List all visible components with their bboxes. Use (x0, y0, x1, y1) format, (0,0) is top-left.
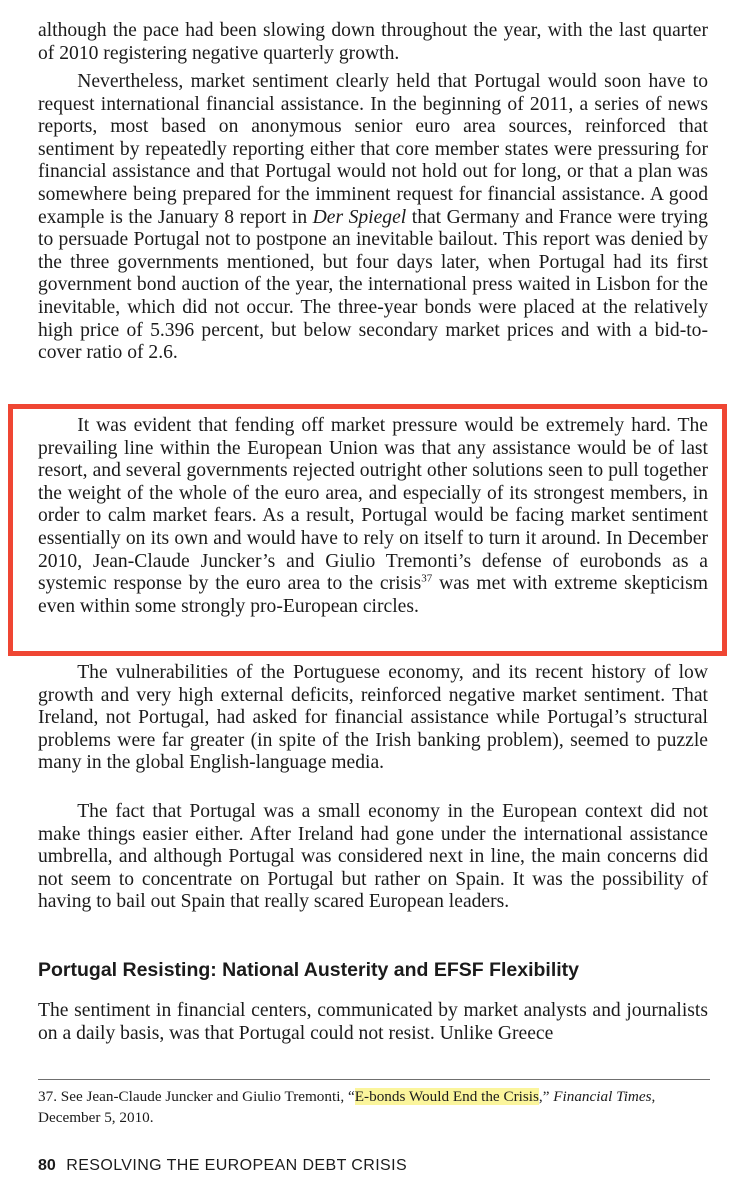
footnote-text: 37. See Jean-Claude Juncker and Giulio Tremonti, “ (38, 1088, 355, 1105)
paragraph-text: although the pace had been slowing down throughout the year, with the last quarter of 2010 registering negative quarterly growth. (38, 20, 708, 64)
paragraph-highlighted-excerpt (38, 415, 708, 618)
paragraph-text: Nevertheless, market sentiment clearly held that Portugal would soon have to request international financial assistance. In the beginning of 2011, a series of news reports, most based on anonymous senior euro area sources, reinforced that sentiment by repeatedly reporting either that core member states were pressuring for financial assistance and that Portugal would not hold out for long, or that a plan was somewhere being prepared for the imminent request for financial assistance. A good example is the January 8 report in (38, 71, 708, 228)
page-number: 80 (38, 1157, 56, 1174)
paragraph-text: The vulnerabilities of the Portuguese economy, and its recent history of low growth and very high external deficits, reinforced negative market sentiment. That Ireland, not Portugal, had asked for financial assistance while Portugal’s structural problems were far greater (in spite of the Irish banking problem), seemed to puzzle many in the global English-language media. (38, 662, 708, 774)
running-head: RESOLVING THE EUROPEAN DEBT CRISIS (66, 1157, 408, 1174)
paragraph-vulnerabilities (38, 662, 708, 775)
page-footer (38, 1156, 638, 1176)
footnote-divider (38, 1079, 710, 1080)
footnote (38, 1087, 708, 1128)
footnote-text: ,” (538, 1088, 554, 1105)
paragraph-text: It was evident that fending off market pressure would be extremely hard. The prevailing line within the European Union was that any assistance would be of last resort, and several governments rejected outright other solutions seen to pull together the weight of the whole of the euro area, and especially of its strongest members, in order to calm market fears. As a result, Portugal would be facing market sentiment essentially on its own and would have to rely on itself to turn it around. In December 2010, Jean-Claude Juncker’s and Giulio Tremonti’s defense of eurobonds as a systemic response by the euro area to the crisis (38, 415, 708, 595)
footnote-highlighted-title[interactable]: E-bonds Would End the Crisis (354, 1088, 539, 1105)
paragraph-financial-centers (38, 1000, 708, 1045)
section-heading: Portugal Resisting: National Austerity and EFSF Flexibility (38, 959, 580, 981)
paragraph-market-sentiment (38, 71, 708, 365)
footnote-text: , December 5, 2010. (38, 1088, 656, 1126)
paragraph-small-economy (38, 801, 708, 914)
paragraph-text: that Germany and France were trying to persuade Portugal not to postpone an inevitable bailout. This report was denied by the three governments mentioned, but four days later, when Portugal had its first government bond auction of the year, the international press waited in Lisbon for the inevitable, which did not occur. The three-year bonds were placed at the relatively high price of 5.396 percent, but below secondary market prices and with a bid-to-cover ratio of 2.6. (38, 206, 708, 364)
footnote-publication: Financial Times (553, 1088, 652, 1105)
paragraph-text: The fact that Portugal was a small economy in the European context did not make things easier either. After Ireland had gone under the international assistance umbrella, and although Portugal was considered next in line, the main concerns did not seem to concentrate on Portugal but rather on Spain. It was the possibility of having to bail out Spain that really scared European leaders. (38, 801, 708, 913)
paragraph-text: The sentiment in financial centers, communicated by market analysts and journalists on a daily basis, was that Portugal could not resist. Unlike Greece (38, 1000, 708, 1044)
footnote-reference[interactable]: 37 (421, 572, 433, 585)
paragraph-continuation (38, 20, 708, 65)
paragraph-text: was met with extreme skepticism even within some strongly pro-European circles. (38, 573, 708, 617)
publication-title: Der Spiegel (312, 206, 407, 228)
book-page (38, 0, 708, 1200)
